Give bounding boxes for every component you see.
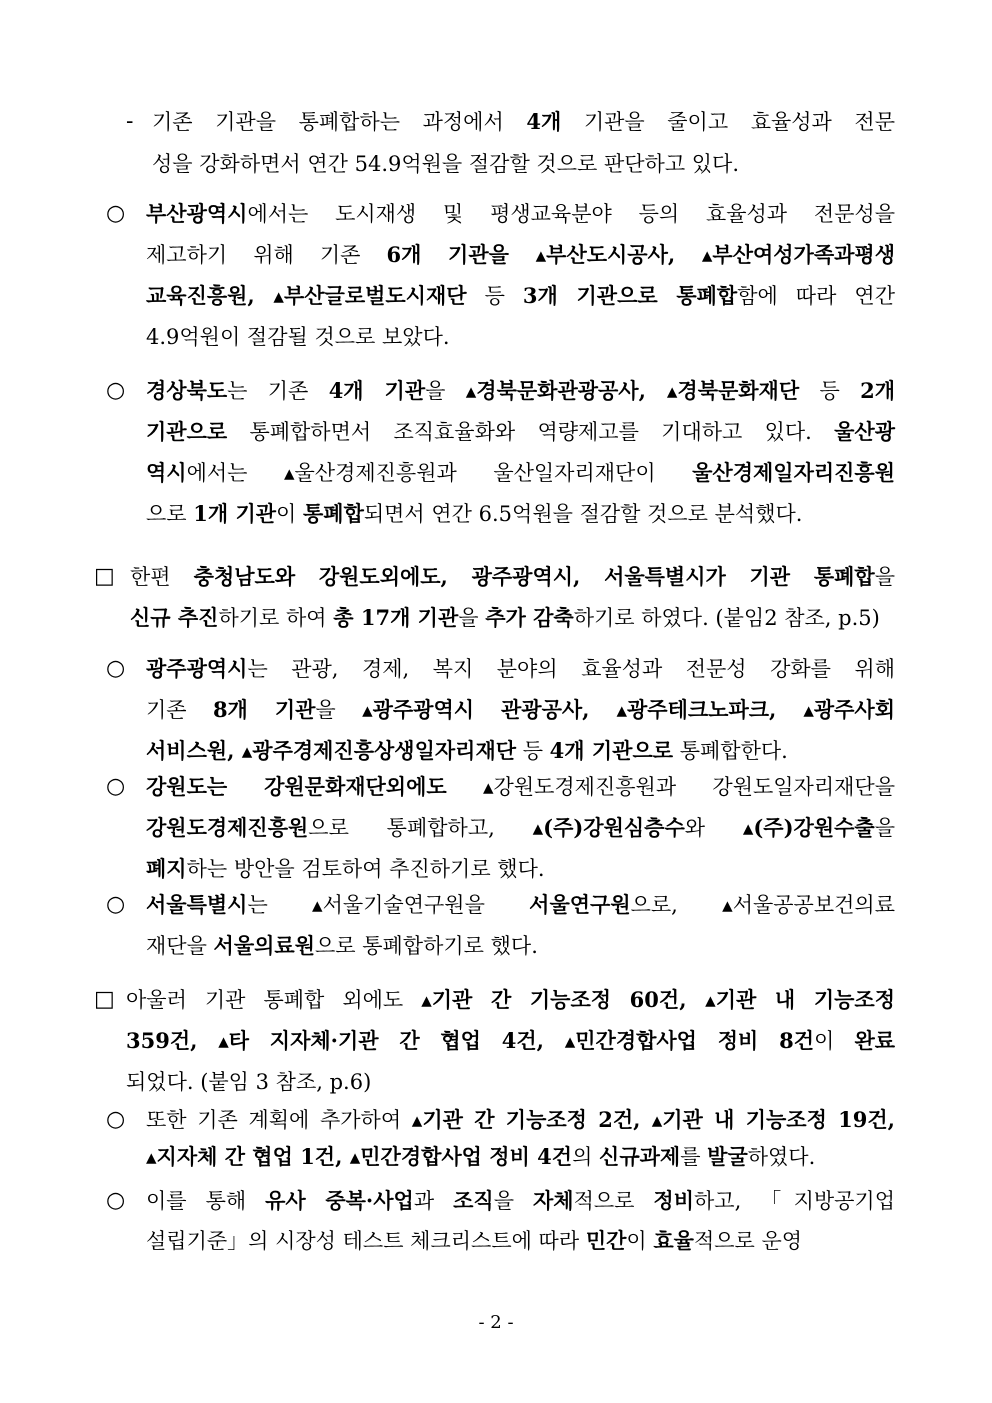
bold-text-run: ▴광주광역시 관광공사, ▴광주테크노파크, ▴광주사회 (362, 697, 896, 722)
text-run: 등 (516, 739, 550, 763)
bold-text-run: (주)강원심층수 (543, 815, 685, 840)
bold-text-run: 완료 (854, 1028, 896, 1053)
bold-text-run: 교육진흥원, ▴부산글로벌도시재단 (146, 283, 467, 308)
text-run: 하고, 「지방공기업 (694, 1189, 895, 1213)
paragraph-marker: □ (94, 987, 115, 1012)
text-run: 제고하기 위해 기존 (146, 243, 387, 267)
bold-text-run: 강원도는 강원문화재단외에도 (146, 774, 447, 799)
text-line (146, 854, 545, 884)
bold-text-run: 조직 (453, 1188, 494, 1213)
text-run: 아울러 기관 통폐합 외에도 (126, 988, 422, 1012)
text-line (146, 654, 895, 684)
bold-text-run: 통폐합 (303, 501, 364, 526)
text-run: 한편 (130, 565, 194, 589)
text-run: 을 (458, 606, 486, 630)
text-run: ▴강원도경제진흥원과 강원도일자리재단을 (446, 775, 895, 799)
paragraph-marker: ○ (106, 656, 126, 681)
bold-text-run: 부산광역시 (146, 201, 248, 226)
text-run: 를 (680, 1145, 708, 1169)
text-run: 으로 통폐합하고, ▴ (308, 816, 544, 840)
text-run: 적으로 운영 (693, 1229, 803, 1253)
text-line (130, 603, 880, 633)
text-run: 하였다. (747, 1145, 816, 1169)
text-run: 을 (315, 698, 363, 722)
paragraph-marker: - (126, 109, 134, 134)
text-line (146, 931, 538, 961)
text-line (146, 281, 895, 311)
text-line (130, 562, 895, 592)
text-run: 등 (466, 284, 523, 308)
text-line (146, 890, 895, 920)
bold-text-run: 광주광역시 (146, 656, 248, 681)
text-run: 등 (799, 379, 861, 403)
bold-text-run: 경상북도 (146, 378, 228, 403)
text-line (152, 149, 739, 179)
bold-text-run: 충청남도와 강원도외에도, 광주광역시, 서울특별시가 기관 통폐합 (193, 564, 875, 589)
bold-text-run: ▴지자체 간 협업 1건, ▴민간경합사업 정비 4건 (146, 1144, 573, 1169)
text-run: 적으로 (573, 1189, 654, 1213)
bold-text-run: 서울의료원 (213, 933, 315, 958)
bold-text-run: 서울연구원 (529, 892, 631, 917)
text-run: 되면서 연간 6.5억원을 절감할 것으로 분석했다. (363, 502, 803, 526)
text-run: 통폐합한다. (673, 739, 788, 763)
bold-text-run: 4개 (526, 109, 562, 134)
text-run: 에서는 도시재생 및 평생교육분야 등의 효율성과 전문성을 (247, 202, 895, 226)
text-run: 을 (874, 565, 895, 589)
text-line (146, 458, 895, 488)
bold-text-run: 총 17개 기관 (333, 605, 459, 630)
text-run: 4.9억원이 절감될 것으로 보았다. (146, 325, 450, 349)
text-line (146, 1105, 895, 1135)
paragraph-marker: □ (94, 564, 115, 589)
text-run: 는 ▴서울기술연구원을 (247, 893, 530, 917)
text-run: 기존 (146, 698, 213, 722)
text-line (146, 1186, 895, 1216)
text-line (126, 1067, 371, 1097)
bold-text-run: 3개 기관으로 통폐합 (522, 283, 738, 308)
text-line (146, 499, 802, 529)
bold-text-run: 효율 (653, 1228, 694, 1253)
text-run: 으로, ▴서울공공보건의료 (630, 893, 895, 917)
text-run: 과 (413, 1189, 454, 1213)
text-line (146, 417, 895, 447)
text-line (146, 240, 895, 270)
bold-text-run: 추가 감축 (485, 605, 574, 630)
bold-text-run: 4개 기관 (328, 378, 426, 403)
text-run: 을 (874, 816, 895, 840)
text-run: 설립기준」의 시장성 테스트 체크리스트에 따라 (146, 1229, 586, 1253)
text-run: 기관을 줄이고 효율성과 전문 (561, 110, 895, 134)
text-run: 는 관광, 경제, 복지 분야의 효율성과 전문성 강화를 위해 (247, 657, 895, 681)
text-line (146, 1226, 802, 1256)
text-run: 성을 강화하면서 연간 54.9억원을 절감할 것으로 판단하고 있다. (152, 152, 740, 176)
text-line (146, 376, 895, 406)
text-run: 을 (493, 1189, 533, 1213)
text-run: 이 (276, 502, 303, 526)
paragraph-marker: ○ (106, 774, 126, 799)
bold-text-run: 발굴 (707, 1144, 748, 1169)
bold-text-run: (주)강원수출 (753, 815, 875, 840)
paragraph-marker: ○ (106, 1188, 126, 1213)
paragraph-marker: ○ (106, 201, 126, 226)
text-line (126, 1026, 895, 1056)
bold-text-run: 신규과제 (599, 1144, 681, 1169)
bold-text-run: 강원도경제진흥원 (146, 815, 309, 840)
text-line (126, 985, 895, 1015)
text-run: 통폐합하면서 조직효율화와 역량제고를 기대하고 있다. (227, 420, 835, 444)
text-run: 재단을 (146, 934, 214, 958)
bold-text-run: 2개 (860, 378, 896, 403)
text-line (146, 813, 895, 843)
bold-text-run: 4개 기관으로 (549, 738, 674, 763)
text-run: 의 (572, 1145, 600, 1169)
page-number: - 2 - (478, 1312, 514, 1333)
text-run: 또한 기존 계획에 추가하여 (146, 1108, 412, 1132)
text-line (146, 322, 450, 352)
bold-text-run: 폐지 (146, 856, 187, 881)
text-line (152, 107, 895, 137)
text-run: 으로 (146, 502, 194, 526)
bold-text-run: ▴기관 간 기능조정 60건, ▴기관 내 기능조정 (421, 987, 895, 1012)
text-run: 이를 통해 (146, 1189, 266, 1213)
bold-text-run: 유사 중복·사업 (265, 1188, 414, 1213)
bold-text-run: 서울특별시 (146, 892, 248, 917)
text-run: 기존 기관을 통폐합하는 과정에서 (152, 110, 527, 134)
text-line (146, 736, 788, 766)
bold-text-run: 민간 (585, 1228, 627, 1253)
text-run: 으로 통폐합하기로 했다. (314, 934, 538, 958)
text-run: 하는 방안을 검토하여 추진하기로 했다. (186, 857, 545, 881)
text-run: 하기로 하였다. (붙임2 참조, p.5) (573, 606, 880, 630)
paragraph-marker: ○ (106, 378, 126, 403)
bold-text-run: ▴경북문화관광공사, ▴경북문화재단 (465, 378, 800, 403)
text-line (146, 695, 895, 725)
bold-text-run: 359건, ▴타 지자체·기관 간 협업 4건, ▴민간경합사업 정비 8건 (126, 1028, 814, 1053)
bold-text-run: 신규 추진 (130, 605, 219, 630)
bold-text-run: 울산광 (834, 419, 895, 444)
text-run: 을 (425, 379, 466, 403)
text-line (146, 772, 895, 802)
text-line (146, 199, 895, 229)
text-run: 이 (814, 1029, 855, 1053)
paragraph-marker: ○ (106, 1107, 126, 1132)
bold-text-run: 1개 기관 (193, 501, 277, 526)
bold-text-run: 8개 기관 (212, 697, 316, 722)
text-run: 는 기존 (227, 379, 329, 403)
text-run: 와 ▴ (684, 816, 754, 840)
bold-text-run: 기관으로 (146, 419, 228, 444)
paragraph-marker: ○ (106, 892, 126, 917)
bold-text-run: 자체 (532, 1188, 574, 1213)
text-run: 이 (626, 1229, 654, 1253)
text-run: 되었다. (붙임 3 참조, p.6) (126, 1070, 372, 1094)
bold-text-run: ▴기관 간 기능조정 2건, ▴기관 내 기능조정 19건, (411, 1107, 895, 1132)
bold-text-run: 역시 (146, 460, 187, 485)
text-run: 에서는 ▴울산경제진흥원과 울산일자리재단이 (186, 461, 693, 485)
bold-text-run: 6개 기관을 ▴부산도시공사, ▴부산여성가족과평생 (386, 242, 895, 267)
text-run: 함에 따라 연간 (737, 284, 895, 308)
bold-text-run: 정비 (653, 1188, 694, 1213)
text-line (146, 1142, 815, 1172)
bold-text-run: 서비스원, ▴광주경제진흥상생일자리재단 (146, 738, 517, 763)
bold-text-run: 울산경제일자리진흥원 (692, 460, 895, 485)
text-run: 하기로 하여 (218, 606, 334, 630)
